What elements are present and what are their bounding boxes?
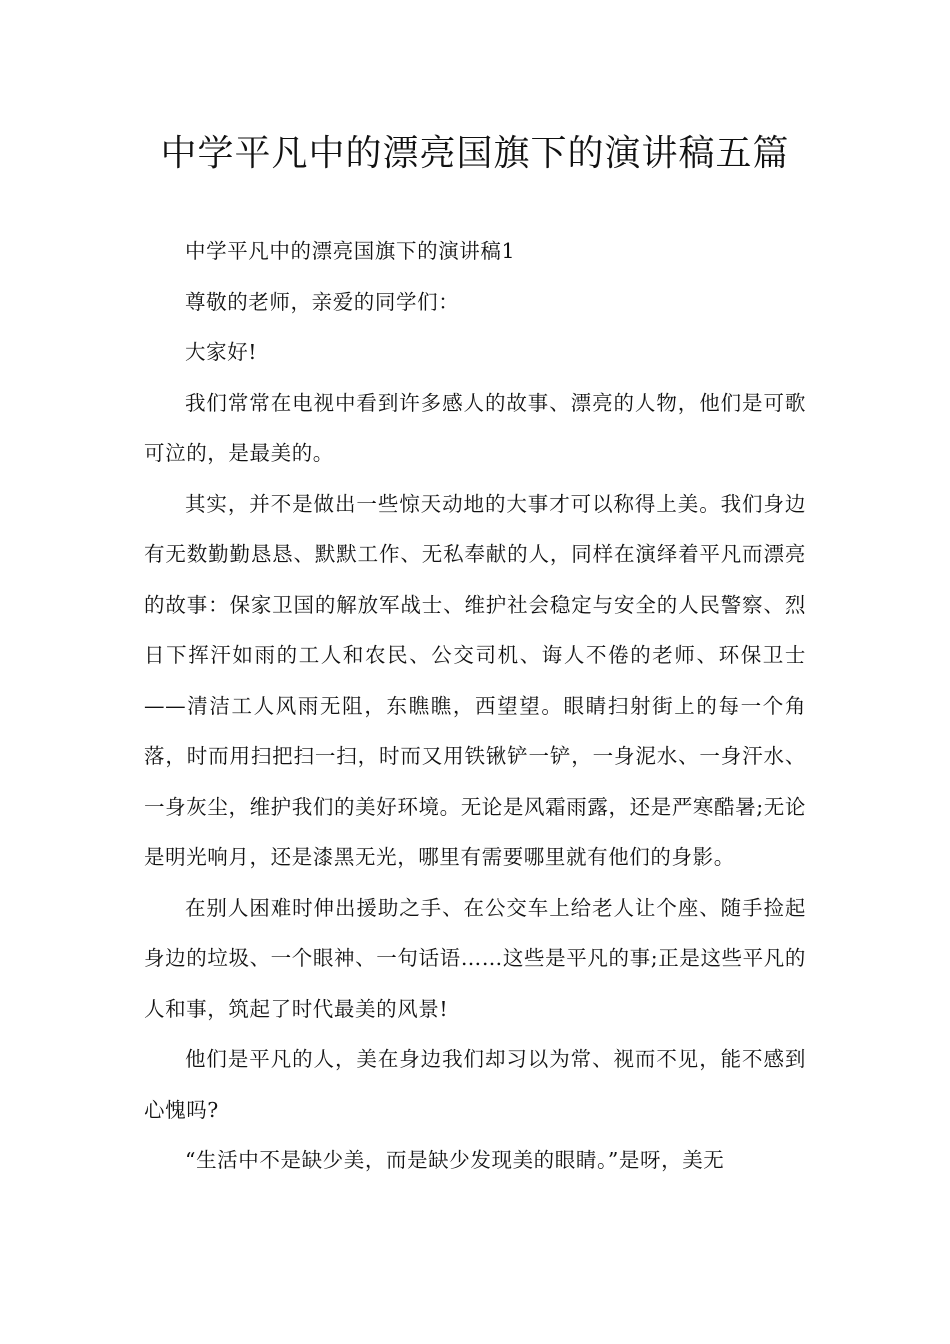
paragraph: 在别人困难时伸出援助之手、在公交车上给老人让个座、随手捡起身边的垃圾、一个眼神、一句话语……这些是平凡的事;正是这些平凡的人和事，筑起了时代最美的风景! [144, 895, 806, 1021]
paragraph: 他们是平凡的人，美在身边我们却习以为常、视而不见，能不感到心愧吗? [144, 1047, 806, 1122]
paragraph: 其实，并不是做出一些惊天动地的大事才可以称得上美。我们身边有无数勤勤恳恳、默默工作、无私奉献的人，同样在演绎着平凡而漂亮的故事：保家卫国的解放军战士、维护社会稳定与安全的人民警察、烈日下挥汗如雨的工人和农民、公交司机、诲人不倦的老师、环保卫士——清洁工人风雨无阻，东瞧瞧，西望望。眼睛扫射街上的每一个角落，时而用扫把扫一扫，时而又用铁锹铲一铲，一身泥水、一身汗水、一身灰尘，维护我们的美好环境。无论是风霜雨露，还是严寒酷暑;无论是明光响月，还是漆黑无光，哪里有需要哪里就有他们的身影。 [144, 491, 806, 869]
paragraph-subtitle: 中学平凡中的漂亮国旗下的演讲稿1 [185, 239, 516, 263]
paragraph-greeting: 大家好! [185, 340, 258, 364]
document-body [144, 226, 806, 1186]
paragraph: “生活中不是缺少美，而是缺少发现美的眼睛。”是呀，美无 [185, 1148, 725, 1172]
document-title: 中学平凡中的漂亮国旗下的演讲稿五篇 [160, 133, 790, 174]
paragraph-salutation: 尊敬的老师，亲爱的同学们： [185, 289, 460, 314]
paragraph: 我们常常在电视中看到许多感人的故事、漂亮的人物，他们是可歌可泣的，是最美的。 [144, 390, 806, 465]
